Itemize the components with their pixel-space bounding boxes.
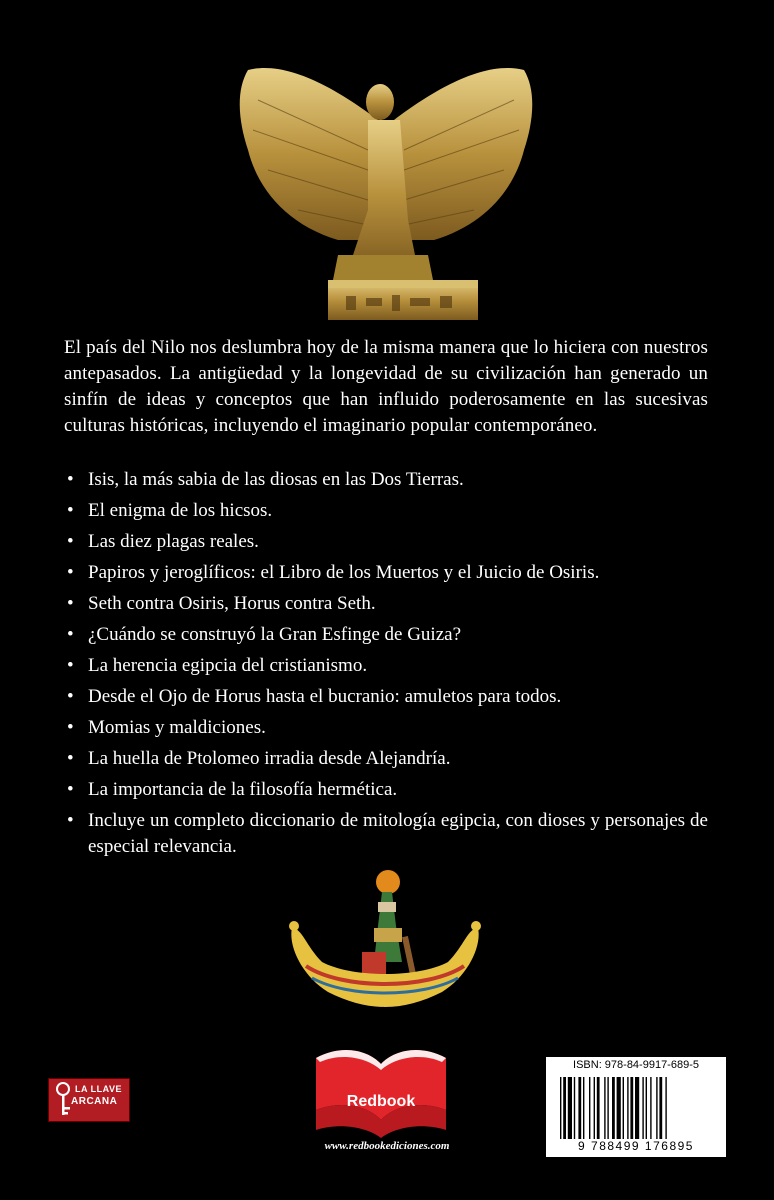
list-item-text: Seth contra Osiris, Horus contra Seth. (88, 593, 376, 614)
list-item (64, 560, 708, 586)
bullet-icon: • (67, 624, 74, 645)
list-item (64, 715, 708, 741)
bullet-icon: • (67, 531, 74, 552)
winged-isis-statue (228, 40, 544, 330)
list-item (64, 591, 708, 617)
list-item-text: La huella de Ptolomeo irradia desde Alejandría. (88, 748, 451, 769)
list-item (64, 622, 708, 648)
list-item (64, 653, 708, 679)
bullet-icon: • (67, 748, 74, 769)
list-item (64, 777, 708, 803)
barcode (556, 1077, 716, 1139)
list-item-text: Isis, la más sabia de las diosas en las Dos Tierras. (88, 469, 464, 490)
list-item (64, 498, 708, 524)
bullet-icon: • (67, 810, 74, 831)
isbn-label: ISBN: 978-84-9917-689-5 (573, 1059, 699, 1071)
list-item (64, 808, 708, 860)
list-item (64, 529, 708, 555)
list-item (64, 467, 708, 493)
list-item-text: Desde el Ojo de Horus hasta el bucranio: amuletos para todos. (88, 686, 562, 707)
list-item-text: Las diez plagas reales. (88, 531, 259, 552)
isbn-barcode-panel (546, 1057, 726, 1157)
list-item-text: Incluye un completo diccionario de mitología egipcia, con dioses y personajes de especial relevancia. (88, 810, 708, 857)
redbook-logo (296, 1040, 466, 1140)
bullet-icon: • (67, 469, 74, 490)
list-item-text: La herencia egipcia del cristianismo. (88, 655, 368, 676)
la-llave-arcana-logo (48, 1078, 130, 1122)
logo-line-1: LA LLAVE (75, 1084, 122, 1094)
list-item-text: ¿Cuándo se construyó la Gran Esfinge de Guiza? (88, 624, 462, 645)
list-item-text: Papiros y jeroglíficos: el Libro de los Muertos y el Juicio de Osiris. (88, 562, 600, 583)
redbook-wordmark: Redbook (346, 1093, 416, 1110)
bullet-icon: • (67, 562, 74, 583)
list-item (64, 746, 708, 772)
bullet-icon: • (67, 779, 74, 800)
bullet-icon: • (67, 593, 74, 614)
publisher-url: www.redbookediciones.com (324, 1140, 450, 1152)
bullet-icon: • (67, 655, 74, 676)
ra-solar-barque-icon (282, 866, 488, 1026)
list-item (64, 684, 708, 710)
feature-list (64, 467, 708, 865)
bullet-icon: • (67, 500, 74, 521)
list-item-text: La importancia de la filosofía hermética. (88, 779, 398, 800)
back-cover-blurb: El país del Nilo nos deslumbra hoy de la misma manera que lo hiciera con nuestros antepasados. La antigüedad y la longevidad de su civilización han generado un sinfín de ideas y conceptos que han influido poderosamente en las sucesivas culturas históricas, incluyendo el imaginario popular contemporáneo. (64, 337, 708, 436)
logo-line-2: ARCANA (71, 1096, 118, 1107)
bullet-icon: • (67, 686, 74, 707)
bullet-icon: • (67, 717, 74, 738)
list-item-text: Momias y maldiciones. (88, 717, 266, 738)
list-item-text: El enigma de los hicsos. (88, 500, 273, 521)
isbn-digits: 9 788499 176895 (578, 1139, 694, 1153)
